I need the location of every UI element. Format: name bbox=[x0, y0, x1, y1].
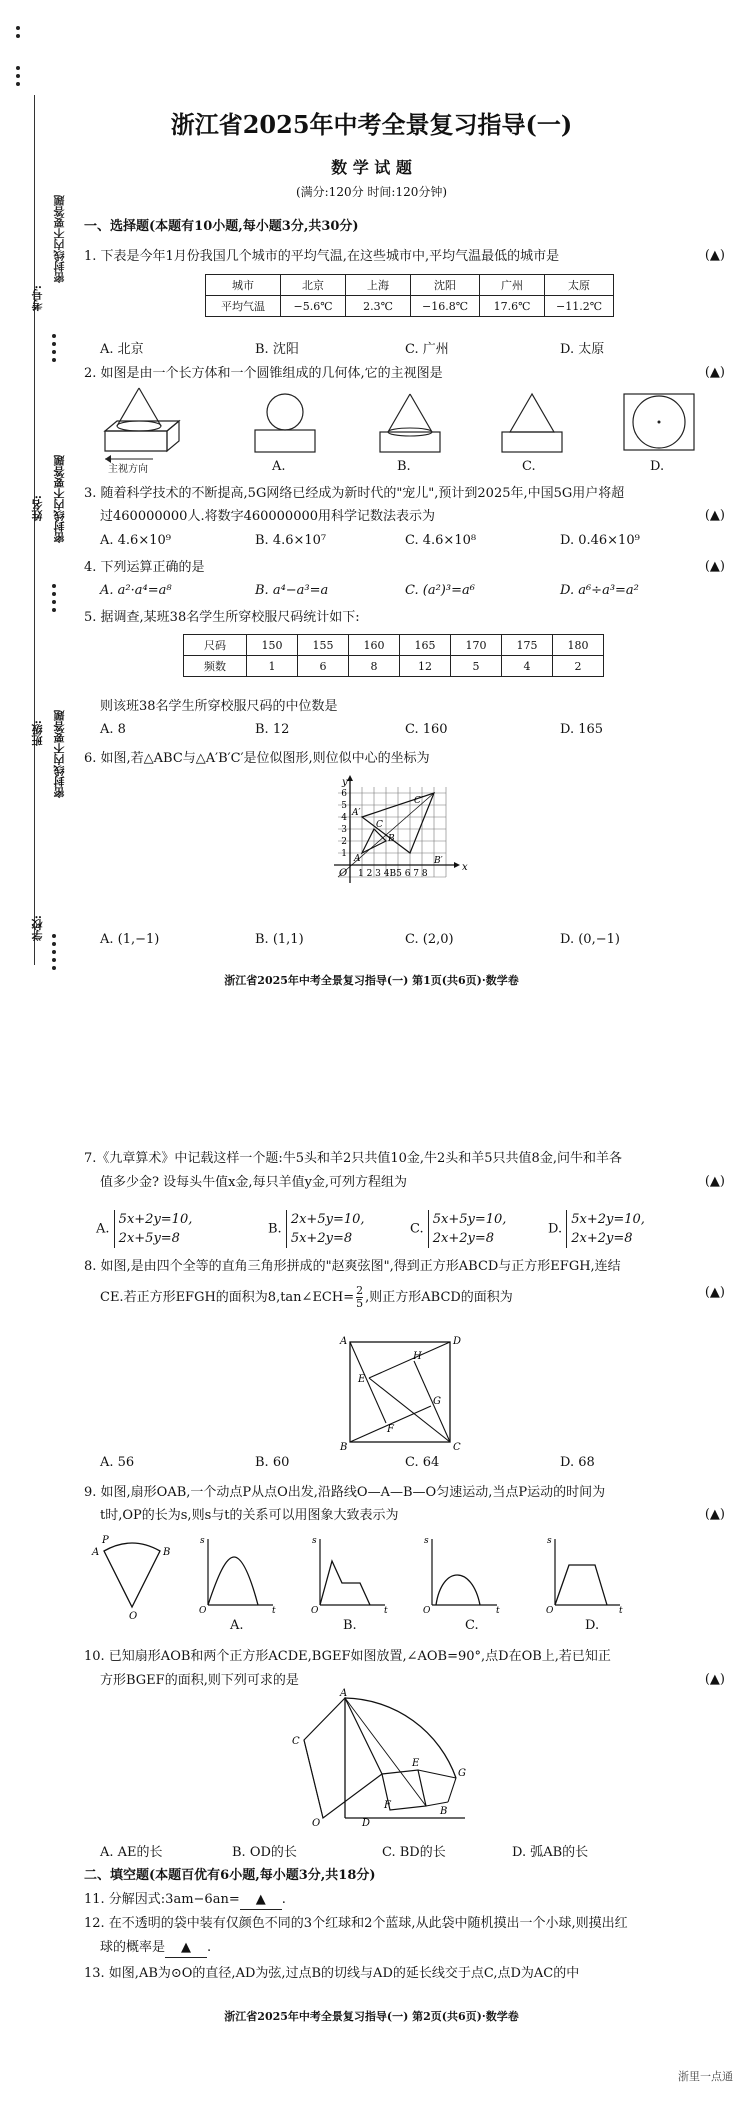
page2-footer: 浙江省2025年中考全景复习指导(一) 第2页(共6页)·数学卷 bbox=[224, 2010, 519, 2023]
q6-label-B: B bbox=[388, 834, 395, 844]
q9-stem-1: 9. 如图,扇形OAB,一个动点P从点O出发,沿路线O—A—B—O匀速运动,当点P运动的时间为 bbox=[84, 1485, 606, 1500]
q9-option-a: A. bbox=[230, 1618, 244, 1633]
q2-option-a: A. bbox=[272, 459, 286, 474]
exam-title: 浙江省2025年中考全景复习指导(一) bbox=[170, 110, 573, 139]
q1-th: 广州 bbox=[480, 275, 545, 296]
q6-label-C1: C′ bbox=[414, 796, 423, 806]
q9-o-label: O bbox=[423, 1606, 431, 1616]
field-kaohao: 考号: bbox=[31, 285, 44, 312]
q9-label-O: O bbox=[129, 1611, 138, 1622]
q8-label: E bbox=[358, 1374, 366, 1385]
q6-ytick: 1 bbox=[341, 849, 347, 859]
q2-option-c: C. bbox=[522, 459, 536, 474]
q1-stem: 1. 下表是今年1月份我国几个城市的平均气温,在这些城市中,平均气温最低的城市是 bbox=[84, 249, 560, 264]
q6-option-c: C. (2,0) bbox=[405, 932, 454, 947]
q2-option-d: D. bbox=[650, 459, 665, 474]
q5-th: 150 bbox=[247, 635, 298, 656]
answer-mark: (▲) bbox=[704, 1672, 725, 1687]
q9-option-b-graph bbox=[310, 1535, 390, 1615]
q7-option-a bbox=[96, 1210, 192, 1248]
q8-stem-2a: CE.若正方形EFGH的面积为8,tan∠ECH= bbox=[100, 1290, 355, 1305]
q7-stem-1: 7.《九章算术》中记载这样一个题:牛5头和羊2只共值10金,牛2头和羊5只共值8金,问牛和羊各 bbox=[84, 1151, 622, 1166]
watermark: 浙里一点通 bbox=[678, 2070, 733, 2083]
q2-option-d-figure bbox=[620, 390, 700, 460]
q9-option-a-graph bbox=[198, 1535, 278, 1615]
q1-td: −5.6℃ bbox=[281, 296, 346, 317]
q11-text: 11. 分解因式:3am−6an= bbox=[84, 1892, 240, 1907]
q8-option-d: D. 68 bbox=[560, 1455, 595, 1470]
answer-mark: (▲) bbox=[704, 1507, 725, 1522]
q8-label: F bbox=[387, 1424, 394, 1435]
q7-option-label: C. bbox=[410, 1221, 424, 1237]
q9-option-d: D. bbox=[585, 1618, 600, 1633]
q6-label-A1: A′ bbox=[352, 808, 361, 818]
q4-option-d: D. a⁶÷a³=a² bbox=[560, 583, 639, 598]
q10-option-a: A. AE的长 bbox=[100, 1845, 163, 1860]
q12-end: . bbox=[207, 1940, 212, 1955]
q1-td: −16.8℃ bbox=[411, 296, 480, 317]
q9-s-label: s bbox=[547, 1536, 552, 1546]
q9-s-label: s bbox=[200, 1536, 205, 1546]
q1-td: 平均气温 bbox=[206, 296, 281, 317]
q10-label: F bbox=[384, 1800, 391, 1811]
q7-eq: 2x+5y=10, bbox=[290, 1212, 365, 1227]
q9-s-label: s bbox=[312, 1536, 317, 1546]
q9-label-B: B bbox=[163, 1547, 171, 1558]
binding-line bbox=[34, 95, 35, 965]
q5-td: 2 bbox=[553, 656, 604, 677]
q5-td: 5 bbox=[451, 656, 502, 677]
q6-label-A: A bbox=[354, 854, 361, 864]
q10-sector-squares-figure bbox=[290, 1690, 490, 1830]
q6-stem: 6. 如图,若△ABC与△A′B′C′是位似图形,则位似中心的坐标为 bbox=[84, 751, 430, 766]
q8-label: D bbox=[453, 1336, 462, 1347]
answer-mark: (▲) bbox=[704, 1174, 725, 1189]
q4-option-a: A. a²·a⁴=a⁸ bbox=[100, 583, 172, 598]
q8-stem-1: 8. 如图,是由四个全等的直角三角形拼成的"赵爽弦图",得到正方形ABCD与正方形EFGH,连结 bbox=[84, 1259, 621, 1274]
seal-notice: 密封线内不要答题 bbox=[53, 195, 66, 283]
answer-mark: (▲) bbox=[704, 1285, 725, 1300]
q5-follow: 则该班38名学生所穿校服尺码的中位数是 bbox=[100, 699, 338, 714]
q5-th: 160 bbox=[349, 635, 400, 656]
q8-stem-2b: ,则正方形ABCD的面积为 bbox=[365, 1290, 513, 1305]
q9-label-A: A bbox=[92, 1547, 100, 1558]
q1-th: 沈阳 bbox=[411, 275, 480, 296]
q8-zhaoshuang-figure bbox=[335, 1332, 462, 1453]
q3-option-a: A. 4.6×10⁹ bbox=[100, 533, 171, 548]
q11 bbox=[84, 1891, 286, 1910]
section1-heading: 一、选择题(本题有10小题,每小题3分,共30分) bbox=[84, 219, 359, 234]
q5-stem: 5. 据调查,某班38名学生所穿校服尺码统计如下: bbox=[84, 610, 360, 625]
q9-o-label: O bbox=[546, 1606, 554, 1616]
field-banji: 班级: bbox=[31, 720, 44, 747]
q7-option-d bbox=[548, 1210, 645, 1248]
q10-option-b: B. OD的长 bbox=[232, 1845, 297, 1860]
margin-dots bbox=[16, 22, 20, 42]
margin-dots bbox=[52, 930, 56, 974]
q5-option-b: B. 12 bbox=[255, 722, 290, 737]
q9-t-label: t bbox=[384, 1606, 388, 1616]
section2-heading: 二、填空题(本题百优有6小题,每小题3分,共18分) bbox=[84, 1868, 376, 1883]
q9-s-label: s bbox=[424, 1536, 429, 1546]
q5-td: 6 bbox=[298, 656, 349, 677]
q5-th: 尺码 bbox=[184, 635, 247, 656]
q7-option-c bbox=[410, 1210, 506, 1248]
q6-label-C: C bbox=[376, 820, 383, 830]
q12-line2 bbox=[100, 1939, 211, 1958]
q3-option-c: C. 4.6×10⁸ bbox=[405, 533, 477, 548]
q10-label: E bbox=[412, 1758, 420, 1769]
q7-eq: 2x+2y=8 bbox=[571, 1231, 633, 1246]
q10-option-d: D. 弧AB的长 bbox=[512, 1845, 589, 1860]
q9-stem-2: t时,OP的长为s,则s与t的关系可以用图象大致表示为 bbox=[100, 1508, 399, 1523]
q10-label: B bbox=[440, 1806, 448, 1817]
q7-eq: 5x+2y=10, bbox=[571, 1212, 645, 1227]
q5-th: 165 bbox=[400, 635, 451, 656]
answer-mark: (▲) bbox=[704, 508, 725, 523]
field-xuexiao: 学校: bbox=[31, 915, 44, 942]
q4-stem: 4. 下列运算正确的是 bbox=[84, 560, 205, 575]
q5-th: 170 bbox=[451, 635, 502, 656]
q10-stem-2: 方形BGEF的面积,则下列可求的是 bbox=[100, 1673, 299, 1688]
q2-option-b-figure bbox=[370, 392, 450, 462]
q1-td: 2.3℃ bbox=[346, 296, 411, 317]
answer-mark: (▲) bbox=[704, 248, 725, 263]
q10-label: A bbox=[340, 1688, 348, 1699]
q8-frac-num: 2 bbox=[356, 1284, 364, 1297]
q1-td: −11.2℃ bbox=[545, 296, 614, 317]
q9-option-c: C. bbox=[465, 1618, 479, 1633]
q10-option-c: C. BD的长 bbox=[382, 1845, 446, 1860]
q5-td: 12 bbox=[400, 656, 451, 677]
q1-table bbox=[205, 274, 614, 317]
q8-option-b: B. 60 bbox=[255, 1455, 290, 1470]
q3-option-d: D. 0.46×10⁹ bbox=[560, 533, 640, 548]
q5-option-c: C. 160 bbox=[405, 722, 448, 737]
q3-stem-2: 过460000000人.将数字460000000用科学记数法表示为 bbox=[100, 509, 436, 524]
q9-t-label: t bbox=[496, 1606, 500, 1616]
q1-option-b: B. 沈阳 bbox=[255, 342, 299, 357]
q11-blank: ▲ bbox=[240, 1891, 282, 1910]
q9-label-P: P bbox=[102, 1535, 109, 1546]
q8-label: H bbox=[413, 1351, 422, 1362]
q5-option-d: D. 165 bbox=[560, 722, 604, 737]
q5-th: 180 bbox=[553, 635, 604, 656]
q6-ytick: 2 bbox=[341, 837, 347, 847]
q8-option-c: C. 64 bbox=[405, 1455, 440, 1470]
page1-footer: 浙江省2025年中考全景复习指导(一) 第1页(共6页)·数学卷 bbox=[224, 974, 519, 987]
q8-option-a: A. 56 bbox=[100, 1455, 135, 1470]
q7-eq: 2x+5y=8 bbox=[118, 1231, 180, 1246]
q8-label: C bbox=[453, 1442, 461, 1453]
q2-option-a-figure bbox=[245, 392, 325, 462]
margin-dots bbox=[52, 330, 56, 366]
q9-sector-figure bbox=[92, 1535, 172, 1620]
q1-option-a: A. 北京 bbox=[100, 342, 144, 357]
q6-option-a: A. (1,−1) bbox=[100, 932, 160, 947]
q6-ytick: 5 bbox=[341, 801, 347, 811]
q6-x-label: x bbox=[462, 862, 468, 873]
q1-td: 17.6℃ bbox=[480, 296, 545, 317]
q8-stem-2 bbox=[100, 1285, 513, 1310]
q6-coordinate-graph bbox=[330, 775, 480, 915]
q5-table bbox=[183, 634, 604, 677]
q3-stem-1: 3. 随着科学技术的不断提高,5G网络已经成为新时代的"宠儿",预计到2025年,中国5G用户将超 bbox=[84, 486, 625, 501]
q10-stem-1: 10. 已知扇形AOB和两个正方形ACDE,BGEF如图放置,∠AOB=90°,点D在OB上,若已知正 bbox=[84, 1649, 611, 1664]
q13-line1: 13. 如图,AB为⊙O的直径,AD为弦,过点B的切线与AD的延长线交于点C,点D为AC的中 bbox=[84, 1966, 580, 1981]
q5-td: 4 bbox=[502, 656, 553, 677]
q9-o-label: O bbox=[199, 1606, 207, 1616]
q12-line1: 12. 在不透明的袋中装有仅颜色不同的3个红球和2个蓝球,从此袋中随机摸出一个小球,则摸出红 bbox=[84, 1916, 628, 1931]
q1-th: 城市 bbox=[206, 275, 281, 296]
q5-th: 175 bbox=[502, 635, 553, 656]
q7-option-b bbox=[268, 1210, 365, 1248]
q5-td: 频数 bbox=[184, 656, 247, 677]
q7-eq: 2x+2y=8 bbox=[432, 1231, 495, 1246]
answer-mark: (▲) bbox=[704, 365, 725, 380]
q3-option-b: B. 4.6×10⁷ bbox=[255, 533, 327, 548]
q2-option-b: B. bbox=[397, 459, 411, 474]
q1-option-c: C. 广州 bbox=[405, 342, 449, 357]
q7-eq: 5x+2y=10, bbox=[118, 1212, 193, 1227]
q9-o-label: O bbox=[311, 1606, 319, 1616]
q9-t-label: t bbox=[619, 1606, 623, 1616]
q6-ytick: 3 bbox=[341, 825, 347, 835]
q7-option-label: A. bbox=[96, 1221, 110, 1237]
margin-dots bbox=[16, 62, 20, 90]
q5-option-a: A. 8 bbox=[100, 722, 126, 737]
q9-option-d-graph bbox=[545, 1535, 625, 1615]
q7-stem-2: 值多少金? 设每头牛值x金,每只羊值y金,可列方程组为 bbox=[100, 1175, 408, 1190]
q6-ytick: 4 bbox=[341, 813, 347, 823]
q8-label: B bbox=[340, 1442, 348, 1453]
q6-y-label: y bbox=[342, 777, 348, 788]
q6-origin: O bbox=[339, 868, 348, 879]
q9-option-c-graph bbox=[422, 1535, 502, 1615]
q5-th: 155 bbox=[298, 635, 349, 656]
q1-th: 上海 bbox=[346, 275, 411, 296]
q10-label: C bbox=[292, 1736, 300, 1747]
seal-notice: 密封线内不要答题 bbox=[53, 710, 66, 798]
q6-option-d: D. (0,−1) bbox=[560, 932, 620, 947]
answer-mark: (▲) bbox=[704, 559, 725, 574]
q7-eq: 5x+5y=10, bbox=[432, 1212, 507, 1227]
q6-option-b: B. (1,1) bbox=[255, 932, 304, 947]
q9-option-b: B. bbox=[343, 1618, 357, 1633]
q7-option-label: D. bbox=[548, 1221, 563, 1237]
exam-info: (满分:120分 时间:120分钟) bbox=[295, 185, 448, 199]
q10-label: O bbox=[312, 1818, 321, 1829]
exam-subtitle: 数 学 试 题 bbox=[331, 158, 412, 177]
q8-label: A bbox=[340, 1336, 348, 1347]
q2-stem: 2. 如图是由一个长方体和一个圆锥组成的几何体,它的主视图是 bbox=[84, 366, 443, 381]
q9-t-label: t bbox=[272, 1606, 276, 1616]
q8-label: G bbox=[433, 1396, 441, 1407]
seal-notice: 密封线内不要答题 bbox=[53, 455, 66, 543]
q6-xticks: 1 2 3 4B5 6 7 8 bbox=[358, 869, 428, 879]
field-xingming: 姓名: bbox=[31, 495, 44, 522]
q12-blank: ▲ bbox=[165, 1939, 207, 1958]
q4-option-b: B. a⁴−a³=a bbox=[255, 583, 329, 598]
q6-label-B1: B′ bbox=[434, 856, 443, 866]
q10-label: G bbox=[458, 1768, 466, 1779]
q2-solid-figure bbox=[95, 383, 195, 468]
margin-dots bbox=[52, 580, 56, 616]
q6-ytick: 6 bbox=[341, 789, 347, 799]
q12-text: 球的概率是 bbox=[100, 1940, 166, 1955]
q1-option-d: D. 太原 bbox=[560, 342, 605, 357]
q5-td: 8 bbox=[349, 656, 400, 677]
q7-option-label: B. bbox=[268, 1221, 282, 1237]
q4-option-c: C. (a²)³=a⁶ bbox=[405, 583, 475, 598]
q1-th: 北京 bbox=[281, 275, 346, 296]
q2-main-view-label: 主视方向 bbox=[108, 464, 148, 475]
q5-td: 1 bbox=[247, 656, 298, 677]
q10-label: D bbox=[362, 1818, 371, 1829]
q11-end: . bbox=[281, 1892, 286, 1907]
q2-option-c-figure bbox=[492, 392, 572, 462]
q7-eq: 5x+2y=8 bbox=[290, 1231, 353, 1246]
q8-frac-den: 5 bbox=[356, 1297, 364, 1310]
q1-th: 太原 bbox=[545, 275, 614, 296]
